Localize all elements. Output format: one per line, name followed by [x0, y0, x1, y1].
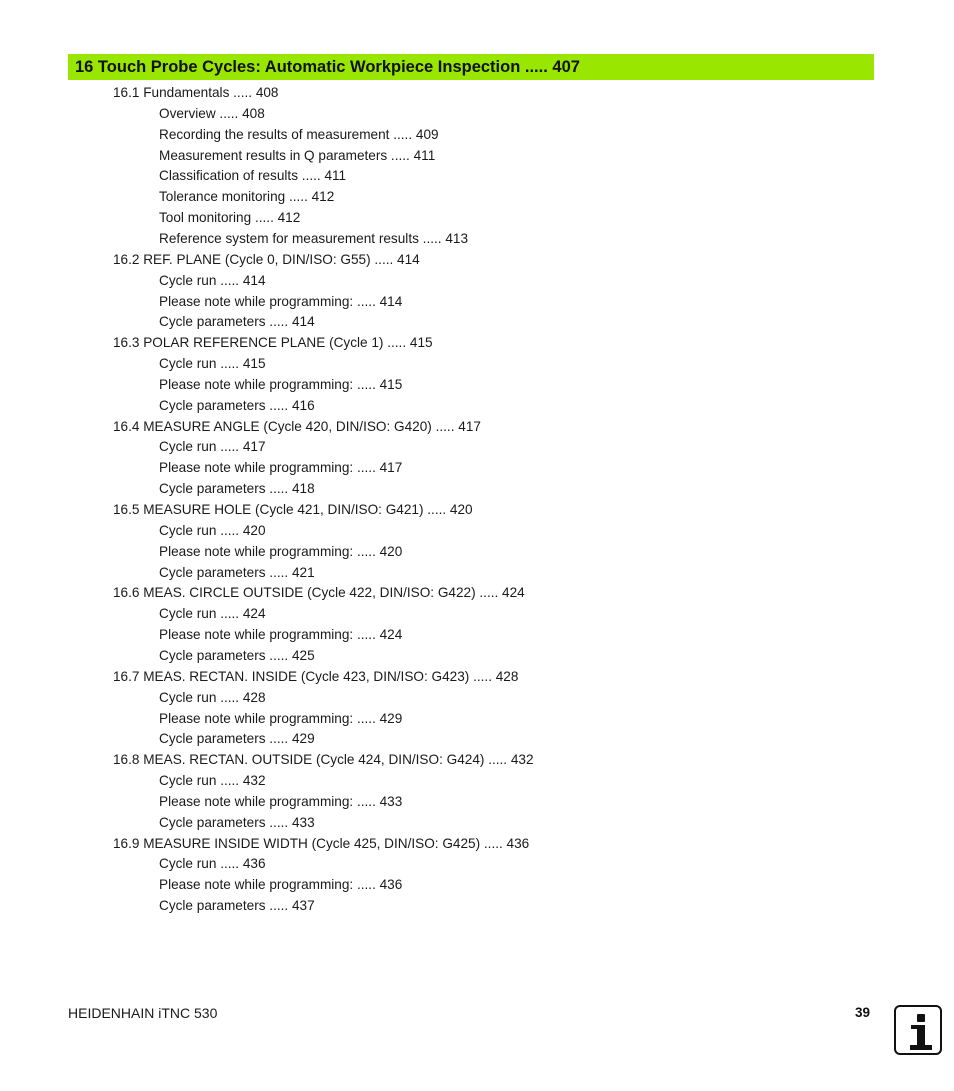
toc-subsection-entry[interactable]: Please note while programming: ..... 420 — [159, 543, 403, 559]
toc-subsection-entry[interactable]: Cycle run ..... 417 — [159, 439, 266, 455]
toc-subsection-entry[interactable]: Cycle run ..... 424 — [159, 606, 266, 622]
toc-subsection-entry[interactable]: Tolerance monitoring ..... 412 — [159, 189, 335, 205]
info-icon-dot — [917, 1014, 925, 1022]
toc-subsection-entry[interactable]: Please note while programming: ..... 424 — [159, 627, 403, 643]
toc-subsection-entry[interactable]: Please note while programming: ..... 436 — [159, 877, 403, 893]
toc-section-entry[interactable]: 16.3 POLAR REFERENCE PLANE (Cycle 1) ..... 415 — [113, 335, 433, 351]
toc-section-entry[interactable]: 16.6 MEAS. CIRCLE OUTSIDE (Cycle 422, DIN/ISO: G422) ..... 424 — [113, 585, 525, 601]
toc-subsection-entry[interactable]: Cycle parameters ..... 433 — [159, 814, 315, 830]
toc-subsection-entry[interactable]: Cycle run ..... 420 — [159, 522, 266, 538]
toc-subsection-entry[interactable]: Cycle parameters ..... 421 — [159, 564, 315, 580]
info-icon-stem — [917, 1025, 925, 1047]
toc-section-entry[interactable]: 16.4 MEASURE ANGLE (Cycle 420, DIN/ISO: G420) ..... 417 — [113, 418, 481, 434]
toc-subsection-entry[interactable]: Please note while programming: ..... 417 — [159, 460, 403, 476]
toc-subsection-entry[interactable]: Recording the results of measurement ..... 409 — [159, 126, 439, 142]
toc-subsection-entry[interactable]: Cycle run ..... 436 — [159, 856, 266, 872]
chapter-title[interactable]: 16 Touch Probe Cycles: Automatic Workpiece Inspection ..... 407 — [75, 57, 580, 76]
page-number: 39 — [855, 1005, 871, 1020]
toc-subsection-entry[interactable]: Cycle parameters ..... 425 — [159, 647, 315, 663]
toc-subsection-entry[interactable]: Cycle run ..... 415 — [159, 356, 266, 372]
toc-subsection-entry[interactable]: Cycle run ..... 428 — [159, 689, 266, 705]
toc-subsection-entry[interactable]: Cycle parameters ..... 418 — [159, 481, 315, 497]
toc-subsection-entry[interactable]: Cycle run ..... 414 — [159, 272, 266, 288]
info-icon[interactable] — [894, 1005, 942, 1055]
toc-section-entry[interactable]: 16.5 MEASURE HOLE (Cycle 421, DIN/ISO: G421) ..... 420 — [113, 502, 473, 517]
info-icon-base — [910, 1045, 932, 1050]
toc-subsection-entry[interactable]: Overview ..... 408 — [159, 105, 265, 121]
toc-subsection-entry[interactable]: Please note while programming: ..... 433 — [159, 793, 403, 809]
toc-subsection-entry[interactable]: Cycle run ..... 432 — [159, 773, 266, 789]
toc-subsection-entry[interactable]: Tool monitoring ..... 412 — [159, 210, 301, 226]
footer-product-name: HEIDENHAIN iTNC 530 — [68, 1005, 218, 1021]
toc-subsection-entry[interactable]: Cycle parameters ..... 437 — [159, 898, 315, 914]
toc-subsection-entry[interactable]: Cycle parameters ..... 414 — [159, 314, 315, 330]
toc-section-entry[interactable]: 16.7 MEAS. RECTAN. INSIDE (Cycle 423, DIN/ISO: G423) ..... 428 — [113, 668, 519, 684]
toc-subsection-entry[interactable]: Please note while programming: ..... 415 — [159, 376, 403, 392]
toc-section-entry[interactable]: 16.8 MEAS. RECTAN. OUTSIDE (Cycle 424, DIN/ISO: G424) ..... 432 — [113, 752, 534, 768]
toc-subsection-entry[interactable]: Please note while programming: ..... 414 — [159, 293, 403, 309]
toc-subsection-entry[interactable]: Cycle parameters ..... 416 — [159, 397, 315, 413]
toc-subsection-entry[interactable]: Please note while programming: ..... 429 — [159, 710, 403, 726]
chapter-heading-bar — [68, 54, 874, 80]
toc-subsection-entry[interactable]: Cycle parameters ..... 429 — [159, 731, 315, 747]
toc-section-entry[interactable]: 16.1 Fundamentals ..... 408 — [113, 85, 279, 100]
toc-section-entry[interactable]: 16.2 REF. PLANE (Cycle 0, DIN/ISO: G55) ..... 414 — [113, 251, 420, 267]
toc-subsection-entry[interactable]: Measurement results in Q parameters ..... 411 — [159, 147, 436, 163]
toc-section-entry[interactable]: 16.9 MEASURE INSIDE WIDTH (Cycle 425, DIN/ISO: G425) ..... 436 — [113, 835, 530, 851]
toc-subsection-entry[interactable]: Classification of results ..... 411 — [159, 168, 347, 184]
toc-subsection-entry[interactable]: Reference system for measurement results ..... 413 — [159, 230, 469, 246]
